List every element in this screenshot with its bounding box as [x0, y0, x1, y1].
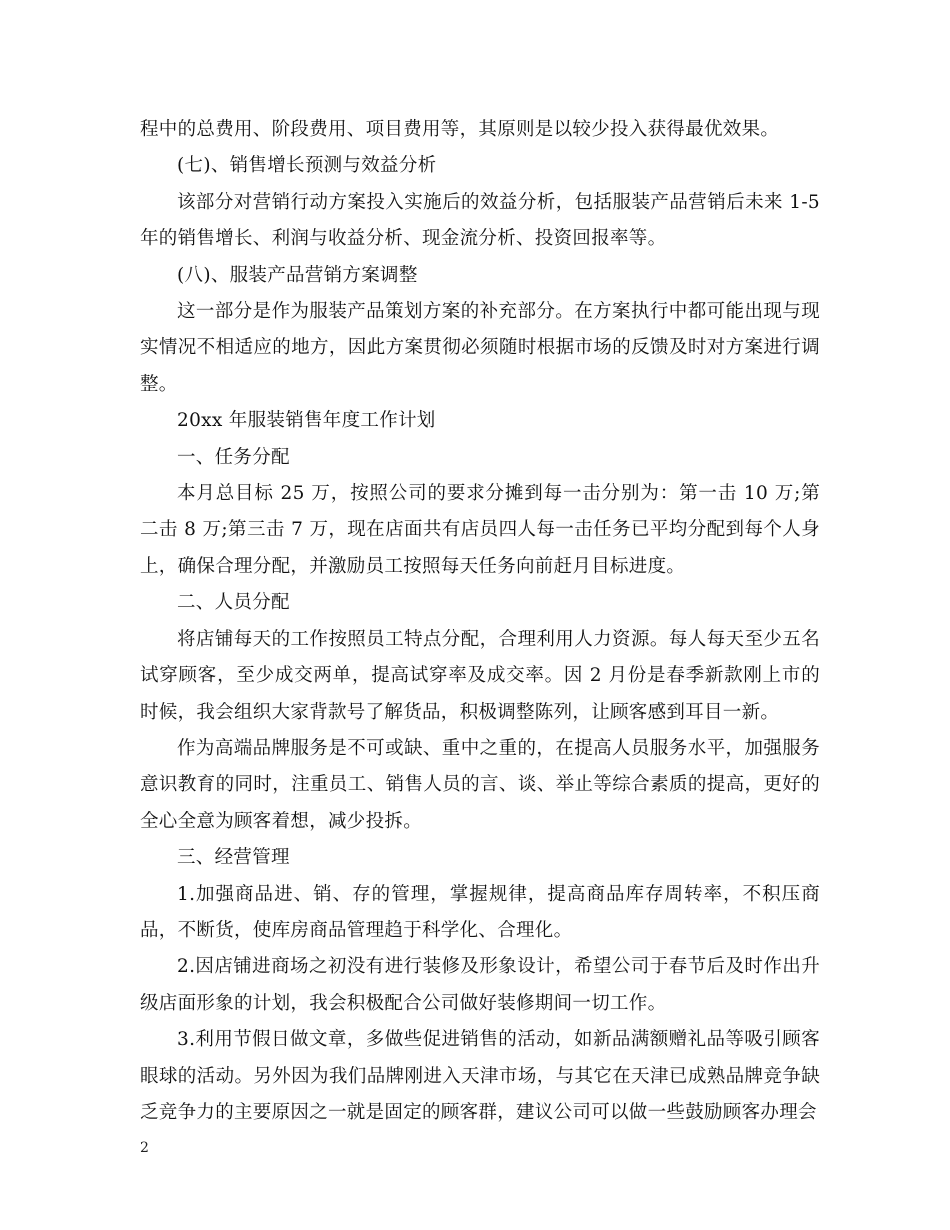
paragraph: 这一部分是作为服装产品策划方案的补充部分。在方案执行中都可能出现与现实情况不相适应的地方，因此方案贯彻必须随时根据市场的反馈及时对方案进行调整。	[140, 301, 820, 395]
list-item: 3.利用节假日做文章，多做些促进销售的活动，如新品满额赠礼品等吸引顾客眼球的活动。另外因为我们品牌刚进入天津市场，与其它在天津已成熟品牌竞争缺乏竞争力的主要原因之一就是固定的顾客群，建议公司可以做一些鼓励顾客办理会	[140, 1029, 820, 1123]
section-heading: (七)、销售增长预测与效益分析	[177, 155, 437, 177]
page-number: 2	[140, 1140, 149, 1156]
section-heading: 一、任务分配	[177, 446, 290, 468]
paragraph: 将店铺每天的工作按照员工特点分配，合理利用人力资源。每人每天至少五名试穿顾客，至少成交两单，提高试穿率及成交率。因 2 月份是春季新款刚上市的时候，我会组织大家背款号了解货品，积极调整陈列，让顾客感到耳目一新。	[140, 628, 820, 723]
section-heading: 二、人员分配	[177, 592, 290, 614]
section-heading: (八)、服装产品营销方案调整	[177, 264, 418, 286]
paragraph: 作为高端品牌服务是不可或缺、重中之重的，在提高人员服务水平，加强服务意识教育的同时，注重员工、销售人员的言、谈、举止等综合素质的提高，更好的全心全意为顾客着想，减少投拆。	[140, 737, 820, 832]
section-heading: 三、经营管理	[177, 847, 290, 869]
document-title: 20xx 年服装销售年度工作计划	[177, 410, 436, 432]
paragraph: 本月总目标 25 万，按照公司的要求分摊到每一击分别为：第一击 10 万;第二击 8 万;第三击 7 万，现在店面共有店员四人每一击任务已平均分配到每个人身上，确保合理分配，并激励员工按照每天任务向前赶月目标进度。	[140, 483, 820, 577]
document-body	[140, 112, 820, 1131]
paragraph: 程中的总费用、阶段费用、项目费用等，其原则是以较少投入获得最优效果。	[140, 119, 780, 140]
list-item: 2.因店铺进商场之初没有进行装修及形象设计，希望公司于春节后及时作出升级店面形象的计划，我会积极配合公司做好装修期间一切工作。	[140, 956, 820, 1014]
list-item: 1.加强商品进、销、存的管理，掌握规律，提高商品库存周转率，不积压商品，不断货，使库房商品管理趋于科学化、合理化。	[140, 883, 820, 941]
paragraph: 该部分对营销行动方案投入实施后的效益分析，包括服装产品营销后未来 1-5 年的销售增长、利润与收益分析、现金流分析、投资回报率等。	[140, 191, 820, 250]
